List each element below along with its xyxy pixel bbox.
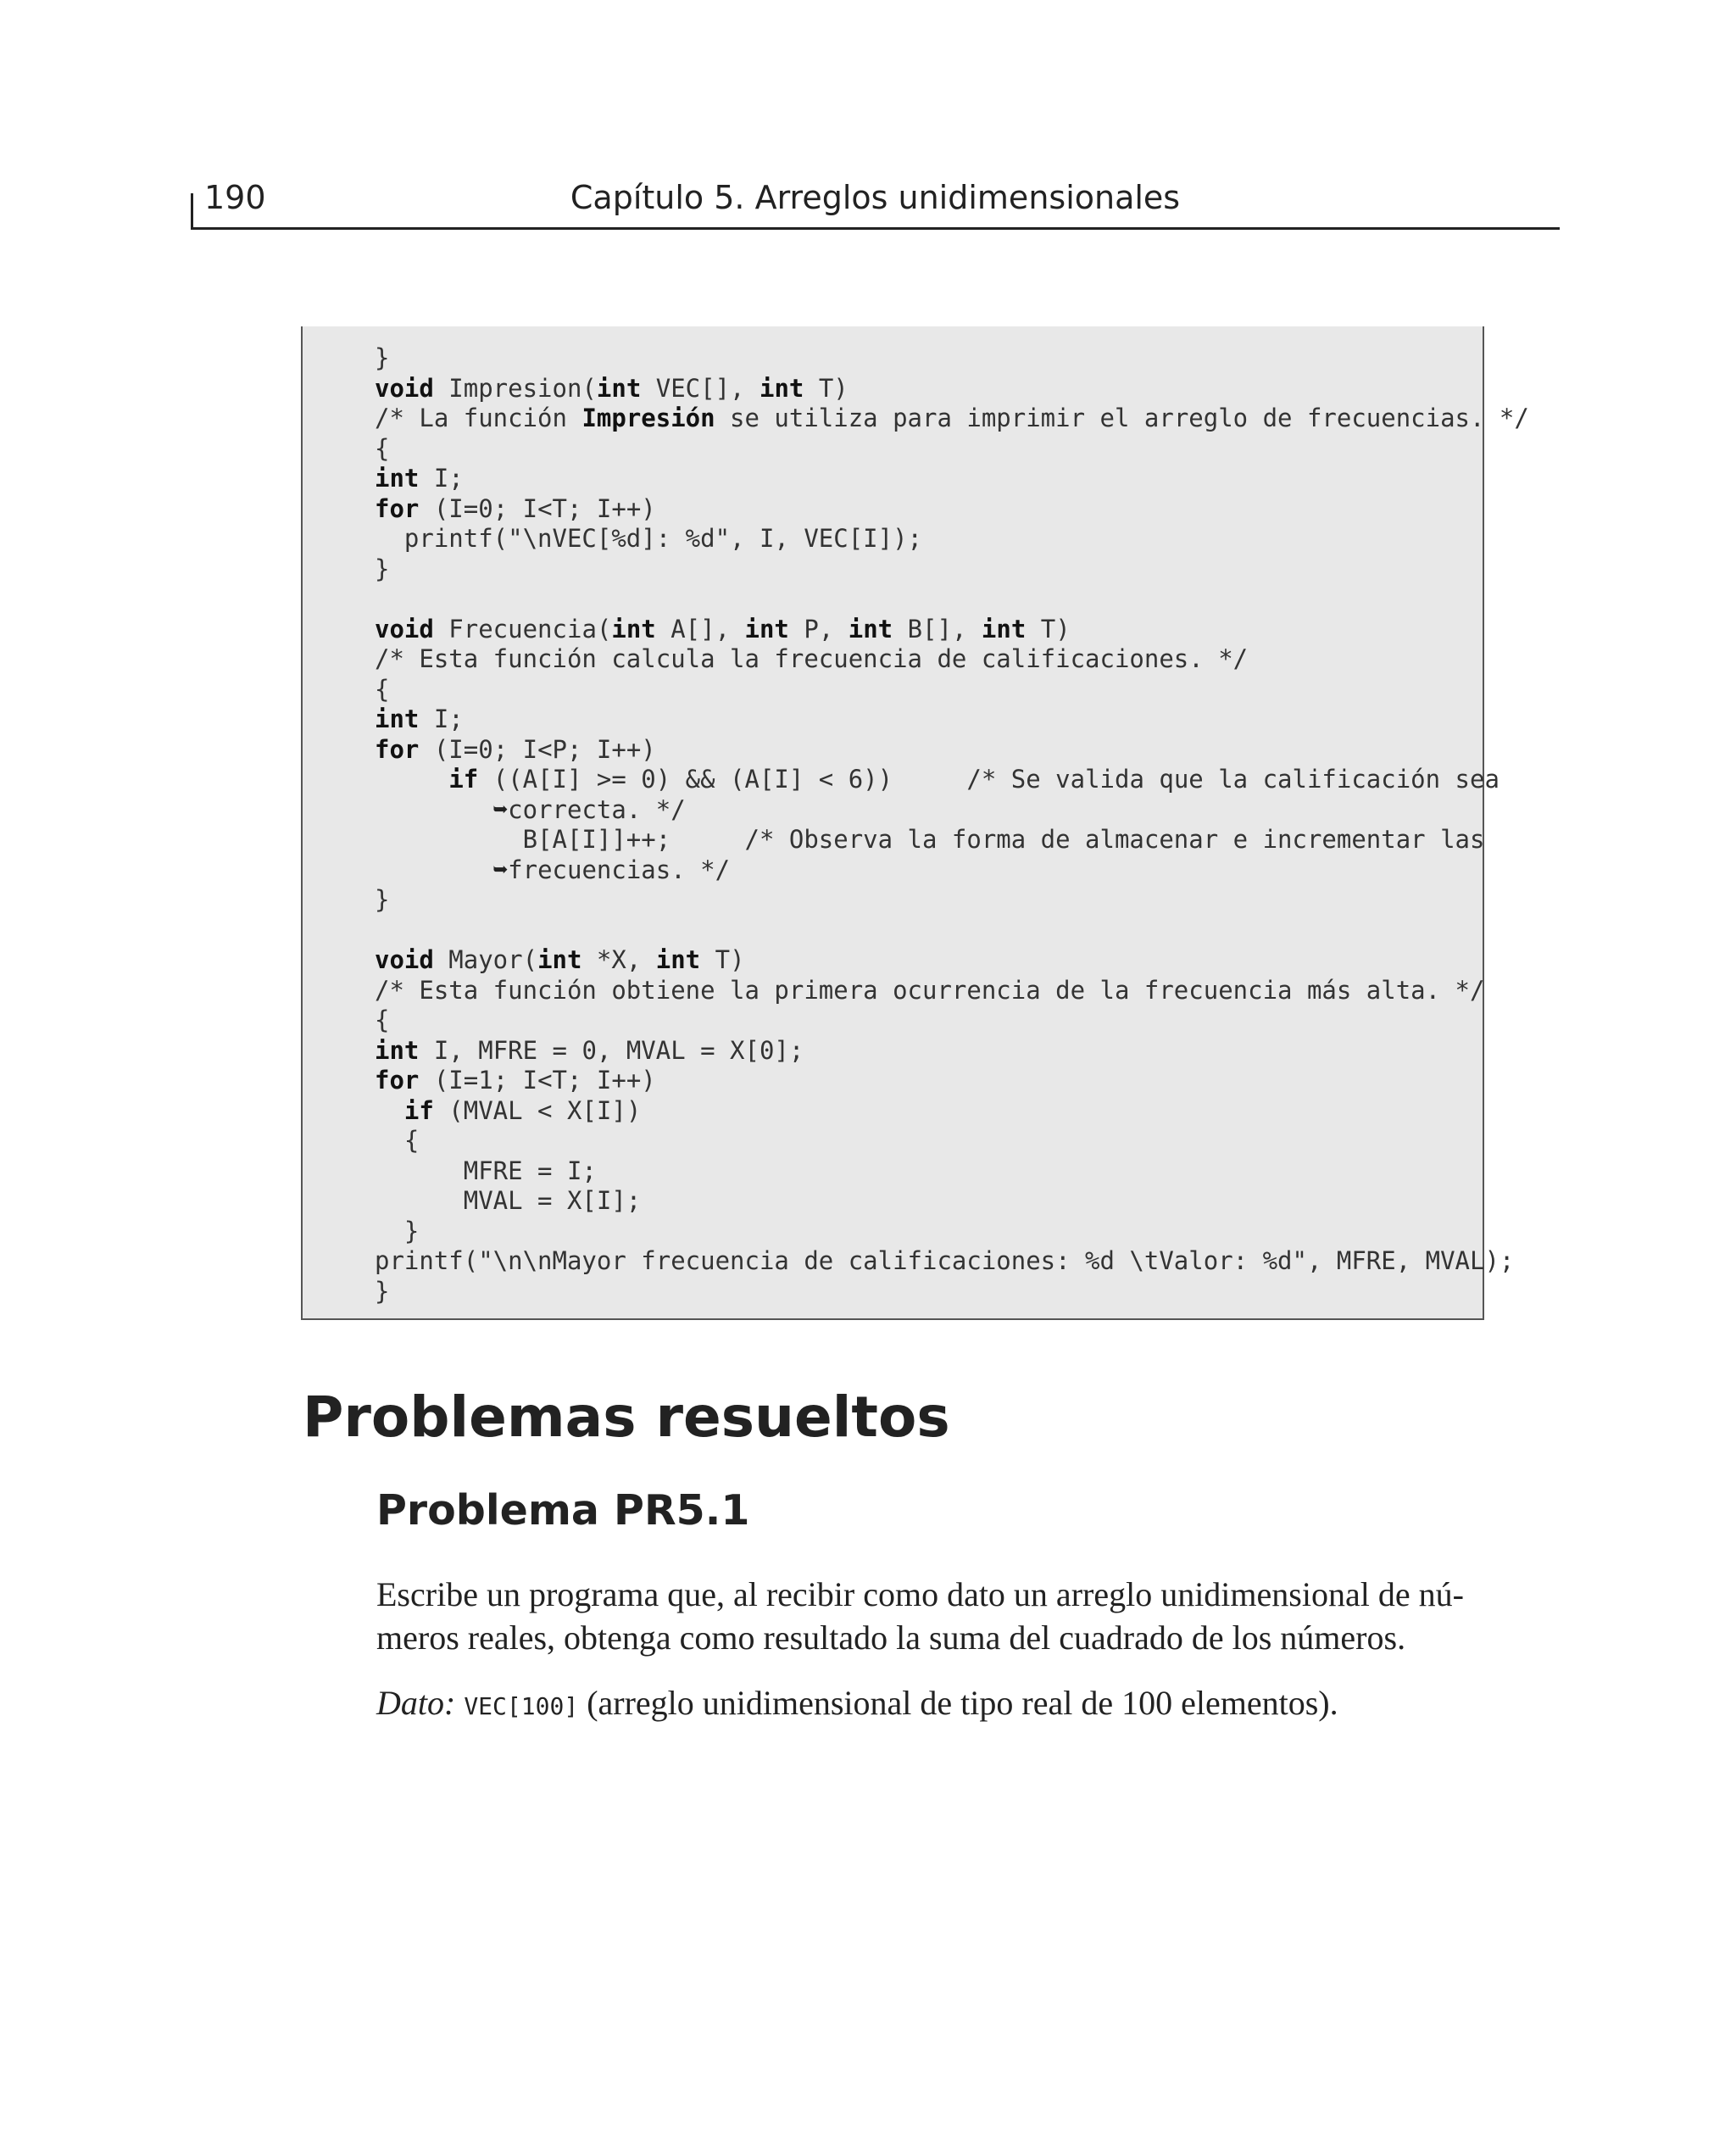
code-line bbox=[375, 675, 1529, 705]
code-keyword: int bbox=[375, 705, 420, 733]
code-line bbox=[375, 615, 1529, 645]
code-text: B[], bbox=[893, 614, 982, 643]
code-line bbox=[375, 434, 1529, 465]
code-line bbox=[375, 1156, 1529, 1187]
code-text bbox=[375, 855, 493, 884]
running-header bbox=[191, 175, 1560, 230]
code-keyword: int bbox=[655, 945, 701, 974]
code-line bbox=[375, 945, 1529, 976]
code-keyword: void bbox=[375, 945, 434, 974]
code-text: (I=1; I<T; I++) bbox=[419, 1066, 656, 1095]
code-line bbox=[375, 1277, 1529, 1307]
code-line bbox=[375, 976, 1529, 1006]
code-text: /* Esta función calcula la frecuencia de calificaciones. */ bbox=[375, 644, 1249, 673]
code-text: { bbox=[375, 1126, 420, 1155]
code-lines bbox=[375, 343, 1529, 1306]
code-keyword: int bbox=[375, 464, 420, 493]
code-text: frecuencias. */ bbox=[508, 855, 731, 884]
code-text: P, bbox=[788, 614, 849, 643]
code-text: (I=0; I<T; I++) bbox=[419, 493, 656, 523]
code-text: } bbox=[375, 1216, 420, 1245]
code-text: T) bbox=[1026, 614, 1071, 643]
code-text: VEC[], bbox=[641, 373, 760, 403]
continuation-arrow-icon: ➥ bbox=[492, 794, 509, 824]
code-keyword: int bbox=[537, 945, 582, 974]
continuation-arrow-icon: ➥ bbox=[492, 855, 509, 884]
code-line bbox=[375, 1186, 1529, 1217]
code-line bbox=[375, 1096, 1529, 1127]
code-line bbox=[375, 404, 1529, 434]
code-keyword: int bbox=[744, 614, 789, 643]
code-text: I, MFRE = 0, MVAL = X[0]; bbox=[419, 1035, 804, 1065]
code-text: ((A[I] >= 0) && (A[I] < 6)) /* Se valida que la calificación sea bbox=[478, 765, 1500, 794]
code-text: (MVAL < X[I]) bbox=[433, 1095, 642, 1125]
code-text: Mayor( bbox=[433, 945, 538, 974]
code-line bbox=[375, 1006, 1529, 1036]
code-line bbox=[375, 1246, 1529, 1277]
code-keyword: if bbox=[448, 765, 479, 794]
code-line bbox=[375, 584, 1529, 615]
code-text: /* La función bbox=[375, 404, 582, 432]
code-text: MVAL = X[I]; bbox=[375, 1186, 642, 1215]
code-keyword: if bbox=[403, 1095, 434, 1125]
code-keyword: int bbox=[848, 614, 893, 643]
code-line bbox=[375, 494, 1529, 525]
code-line bbox=[375, 795, 1529, 826]
code-line bbox=[375, 705, 1529, 735]
code-line bbox=[375, 1036, 1529, 1067]
code-text: Impresion( bbox=[433, 373, 597, 403]
code-text: } bbox=[375, 1276, 390, 1306]
code-text: Frecuencia( bbox=[433, 614, 612, 643]
code-text: } bbox=[375, 554, 390, 583]
code-text: printf("\nVEC[%d]: %d", I, VEC[I]); bbox=[375, 524, 923, 553]
code-line bbox=[375, 916, 1529, 946]
problem-statement-line-1: Escribe un programa que, al recibir como dato un arreglo unidimensional de nú- bbox=[376, 1575, 1464, 1613]
code-text: /* Esta función obtiene la primera ocurrencia de la frecuencia más alta. */ bbox=[375, 975, 1485, 1005]
code-line bbox=[375, 343, 1529, 374]
code-keyword: void bbox=[375, 373, 434, 403]
code-keyword: int bbox=[981, 614, 1027, 643]
code-text: I; bbox=[419, 464, 464, 493]
page-number: 190 bbox=[204, 179, 266, 216]
code-keyword: int bbox=[375, 1035, 420, 1065]
code-line bbox=[375, 855, 1529, 886]
data-code: VEC[100] bbox=[464, 1692, 579, 1720]
code-keyword: for bbox=[375, 734, 420, 764]
problem-data bbox=[376, 1681, 1495, 1728]
code-text bbox=[375, 795, 493, 824]
code-text: } bbox=[375, 343, 390, 372]
data-label: Dato: bbox=[376, 1684, 456, 1722]
code-text: se utiliza para imprimir el arreglo de frecuencias. */ bbox=[715, 404, 1529, 432]
code-listing bbox=[301, 326, 1529, 1320]
code-text: { bbox=[375, 1006, 390, 1034]
code-line bbox=[375, 374, 1529, 404]
code-keyword: for bbox=[375, 493, 420, 523]
code-text: correcta. */ bbox=[508, 794, 686, 824]
problem-statement-line-2: meros reales, obtenga como resultado la suma del cuadrado de los números. bbox=[376, 1618, 1406, 1657]
code-line bbox=[375, 1066, 1529, 1096]
code-keyword: Impresión bbox=[581, 404, 715, 432]
code-text bbox=[375, 765, 448, 794]
code-line bbox=[375, 1126, 1529, 1156]
code-text bbox=[375, 1096, 404, 1125]
code-text: (I=0; I<P; I++) bbox=[419, 734, 656, 764]
code-text: { bbox=[375, 433, 390, 463]
code-text: T) bbox=[700, 945, 745, 974]
code-keyword: int bbox=[759, 373, 804, 403]
code-keyword: int bbox=[611, 614, 656, 643]
code-line bbox=[375, 735, 1529, 766]
code-line bbox=[375, 644, 1529, 675]
code-text: } bbox=[375, 885, 390, 914]
code-line bbox=[375, 765, 1529, 795]
code-text: A[], bbox=[655, 614, 745, 643]
chapter-title: Capítulo 5. Arreglos unidimensionales bbox=[570, 179, 1181, 216]
code-text: MFRE = I; bbox=[375, 1156, 597, 1185]
code-keyword: int bbox=[596, 373, 642, 403]
data-description: (arreglo unidimensional de tipo real de 100 elementos). bbox=[587, 1684, 1338, 1722]
section-heading: Problemas resueltos bbox=[303, 1384, 950, 1450]
code-line bbox=[375, 524, 1529, 554]
code-text: I; bbox=[419, 705, 464, 733]
code-keyword: void bbox=[375, 614, 434, 643]
code-line bbox=[375, 825, 1529, 855]
code-line bbox=[375, 464, 1529, 494]
code-text: *X, bbox=[581, 945, 656, 974]
code-line bbox=[375, 554, 1529, 585]
code-text: printf("\n\nMayor frecuencia de calificaciones: %d \tValor: %d", MFRE, MVAL); bbox=[375, 1246, 1515, 1275]
code-line bbox=[375, 1217, 1529, 1247]
problem-statement bbox=[376, 1573, 1478, 1659]
code-text: { bbox=[375, 674, 390, 704]
code-text: B[A[I]]++; /* Observa la forma de almacenar e incrementar las bbox=[375, 825, 1485, 854]
code-keyword: for bbox=[375, 1066, 420, 1095]
code-text: T) bbox=[804, 373, 849, 403]
code-line bbox=[375, 885, 1529, 916]
problem-title: Problema PR5.1 bbox=[376, 1486, 750, 1535]
